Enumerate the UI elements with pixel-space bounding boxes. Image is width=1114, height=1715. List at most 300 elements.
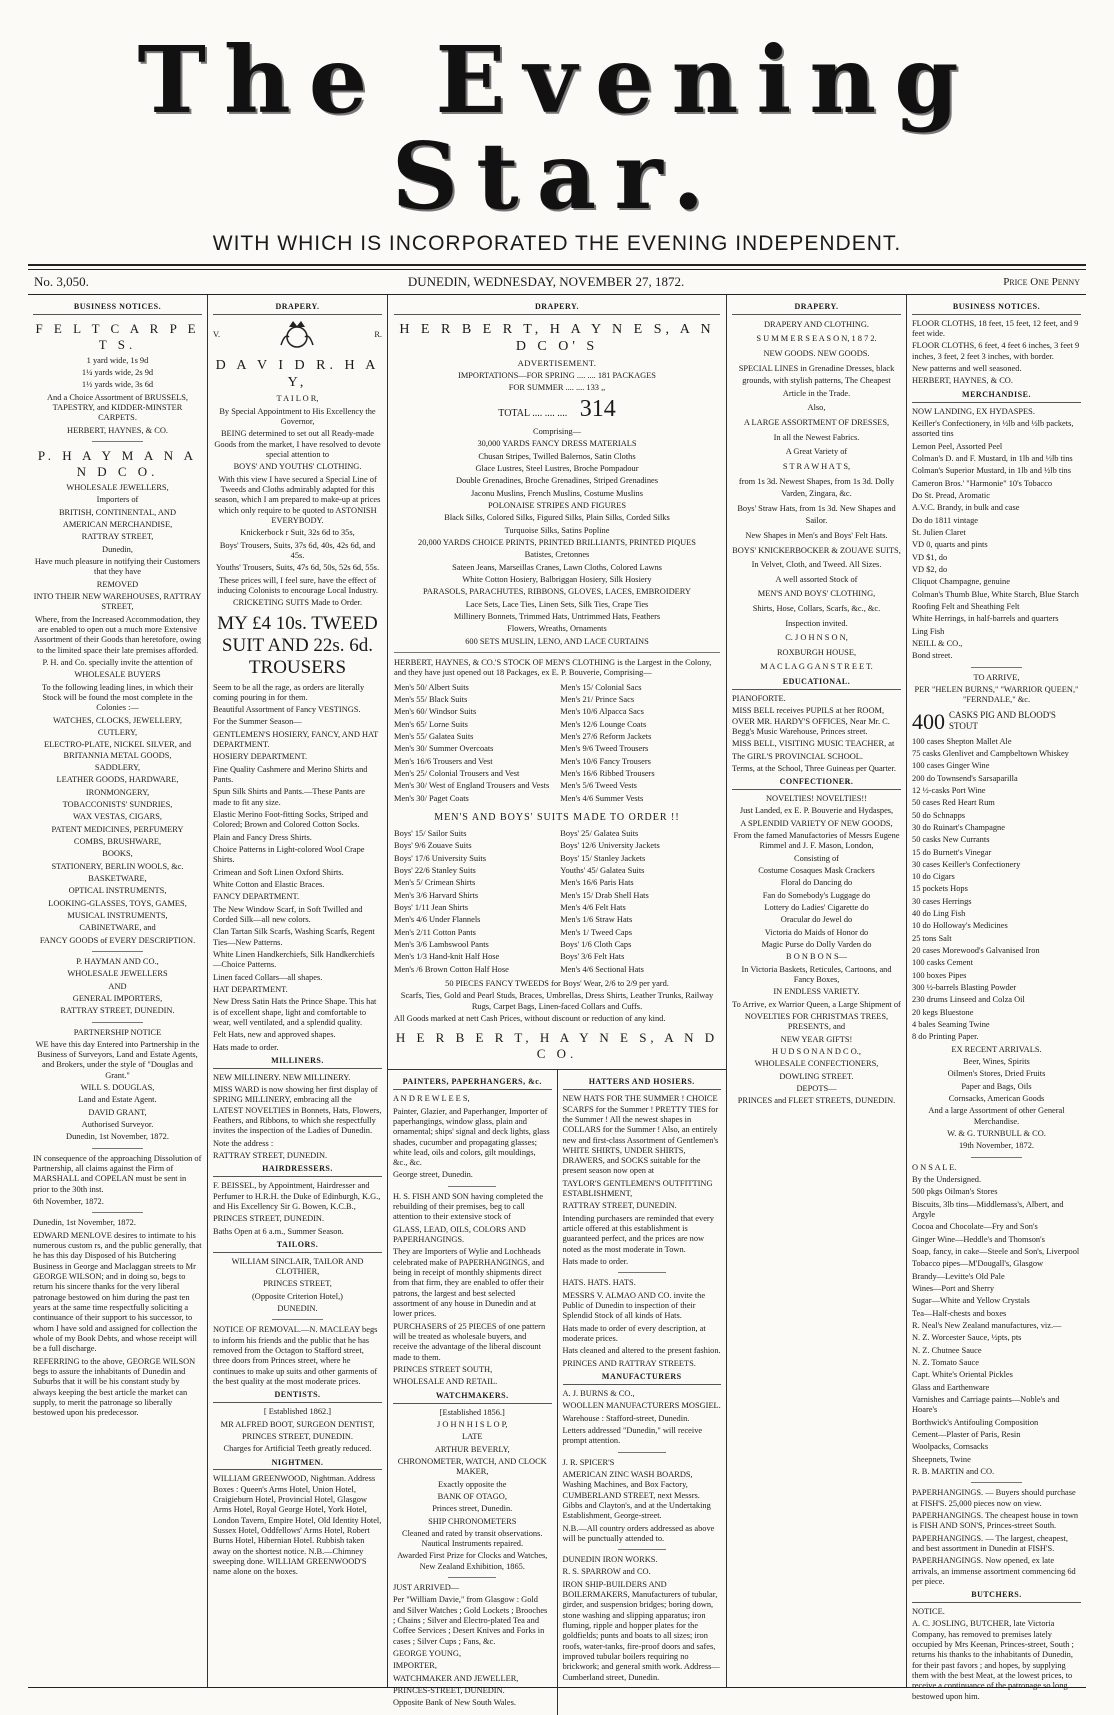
lees-ad [393, 1094, 552, 1181]
divider [92, 951, 143, 952]
text-line: 1½ yards wide, 3s 6d [81, 380, 154, 390]
text-line: [Established 1856.] [439, 1407, 505, 1417]
text-line: Princes street, Dunedin. [432, 1504, 513, 1514]
hayman-list [33, 483, 202, 714]
text-line: ARTHUR BEVERLY, [434, 1444, 510, 1454]
text-line: In Victoria Baskets, Reticules, Cartoons, and Fancy Boxes, [741, 964, 892, 984]
text-line: Boys' 1/6 Cloth Caps [560, 940, 632, 950]
text-line: R. Neal's New Zealand manufactures, viz.— [912, 1320, 1062, 1330]
text-line: Biscuits, 3lb tins—Middlemass's, Albert, and Argyle [912, 1199, 1064, 1220]
text-line: By the Undersigned. [912, 1175, 982, 1185]
text-line: BEING determined to set out all Ready-made Goods from the market, I have resolved to devote special attention to [214, 429, 381, 459]
text-line: POLONAISE STRIPES AND FIGURES [488, 500, 626, 510]
text-line: Men's 12/6 Lounge Coats [560, 719, 647, 729]
nightman-ad: WILLIAM GREENWOOD, Nightman. Address Boxes : Queen's Arms Hotel, Union Hotel, Craigieburn Hotel, Provincial Hotel, Glasgow Arms Hotel, Royal George Hotel, York Hotel, London Tavern, Empire Hotel, Old Identity Hotel, Sussex Hotel, Oddfellows' Arms Hotel, Robert Burns Hotel, Hibernian Hotel. Rubbish taken away on the shortest notice. N.B.—Chimney sweeping done. WILLIAM GREENWOOD'S name alone on the boxes. [213, 1474, 382, 1577]
hayman-title: P. H A Y M A N A N D C O. [37, 448, 198, 480]
text-line: 1¼ yards wide, 2s 9d [81, 368, 154, 378]
text-line: GLASS, LEAD, OILS, COLORS AND PAPERHANGINGS. [393, 1224, 526, 1245]
text-line: NOTICE. [912, 1607, 945, 1617]
text-line: 100 boxes Pipes [912, 970, 967, 980]
divider [971, 1482, 1022, 1483]
text-line: BOYS' AND YOUTHS' CLOTHING. [233, 462, 362, 472]
text-line: LOOKING-GLASSES, TOYS, GAMES, [48, 898, 187, 908]
text-line: Baths Open at 6 a.m., Summer Season. [213, 1226, 344, 1236]
section-header: TAILORS. [213, 1240, 382, 1253]
boys-left [394, 827, 554, 977]
turnbull-ad [912, 1045, 1081, 1152]
text-line: Land and Estate Agent. [78, 1095, 157, 1105]
text-line: Woolpacks, Cornsacks [912, 1442, 989, 1452]
text-line: Men's 4/6 Sectional Hats [560, 964, 644, 974]
text-line: Victoria do Maids of Honor do [764, 927, 869, 937]
text-line: Men's 15/ Colonial Sacs [560, 682, 642, 692]
text-line: Cleaned and rated by transit observations. Nautical Instruments repaired. [402, 1528, 543, 1549]
text-line: Magic Purse do Dolly Varden do [761, 939, 872, 949]
divider [92, 441, 143, 442]
text-line: A N D R E W L E E S, [393, 1094, 470, 1104]
text-line: BANK OF OTAGO, [437, 1491, 507, 1501]
text-line: Boys' 15/ Stanley Jackets [560, 853, 646, 863]
text-line: WHOLESALE JEWELLERS [67, 969, 168, 979]
text-line: SADDLERY, [94, 762, 141, 772]
text-line: Crimean and Soft Linen Oxford Shirts. [213, 867, 344, 877]
text-line: 600 SETS MUSLIN, LENO, AND LACE CURTAINS [465, 636, 649, 646]
text-line: Exactly opposite the [438, 1479, 507, 1489]
text-line: Oracular do Jewel do [780, 915, 853, 925]
text-line: N. Z. Worcester Sauce, ½pts, pts [912, 1333, 1022, 1343]
text-line: Men's 16/6 Paris Hats [560, 878, 634, 888]
text-line: 500 pkgs Oilman's Stores [912, 1187, 998, 1197]
text-line: DOWLING STREET. [779, 1071, 854, 1081]
text-line: Capt. White's Oriental Pickles [912, 1370, 1013, 1380]
text-line: Men's 9/6 Tweed Trousers [560, 744, 649, 754]
section-header: DRAPERY. [394, 302, 720, 315]
text-line: M A C L A G G A N S T R E E T. [760, 662, 873, 672]
total-label: TOTAL .... .... .... [498, 408, 568, 420]
section-header: WATCHMAKERS. [393, 1391, 552, 1404]
text-line: HATS. HATS. HATS. [562, 1278, 636, 1288]
text-line: PARASOLS, PARACHUTES, RIBBONS, GLOVES, LACES, EMBROIDERY [423, 587, 691, 597]
hayman-footer [33, 957, 202, 1017]
text-line: DUNEDIN. [277, 1304, 318, 1314]
text-line: NEILL & CO., [912, 638, 963, 648]
column-herbert-haynes [388, 295, 727, 1708]
text-line: Men's 4/6 Under Flannels [394, 915, 481, 925]
text-line: Varnishes and Carriage paints—Noble's and Hoare's [912, 1394, 1060, 1415]
text-line: 20 cases Morewood's Galvanised Iron [912, 946, 1040, 956]
text-line: 100 casks Cement [912, 958, 973, 968]
text-line: IRON SHIP-BUILDERS AND BOILERMAKERS, Manufacturers of tubular, girder, and suspension bridges; boring down, stone washing and slipping apparatus; iron fluming, ripple and hopper plates for the goldfields; punts and boats to all sizes; iron roofs, water-tanks, fire-proof doors and safes, improved tubular boilers requiring no brickwork; and general smith work. Address—Cumberland street, Dunedin. [562, 1579, 720, 1682]
text-line: Consisting of [794, 853, 839, 863]
text-line: INTO THEIR NEW WAREHOUSES, RATTRAY STREET, [33, 592, 202, 612]
text-line: J O H N H I S L O P, [437, 1419, 508, 1429]
text-line: REFERRING to the above, GEORGE WILSON begs to assure the inhabitants of Dunedin and Suburbs that it will be his constant study by always keeping the best article the market can supply, to merit the patronage so liberally bestowed upon his predecessor. [33, 1356, 196, 1418]
text-line: Men's 30/ West of England Trousers and Vests [394, 781, 550, 791]
dentist-ad [213, 1407, 382, 1454]
text-line: Boys' Straw Hats, from 1s 3d. New Shapes and Sailor. [737, 503, 896, 526]
text-line: To the following leading lines, in which their Stock will be found the most complete in the Colonies :— [41, 682, 194, 713]
text-line: Youths' Trousers, Suits, 47s 6d, 50s, 52s 6d, 55s. [215, 563, 380, 573]
text-line: Boys' 17/6 University Suits [394, 853, 487, 863]
text-line: F. BEISSEL, by Appointment, Hairdresser and Perfumer to H.R.H. the Duke of Edinburgh, K.G., and His Excellency Sir G. Bowen, K.C.B., [213, 1181, 381, 1211]
text-line: Knickerbock r Suit, 32s 6d to 35s, [240, 528, 355, 538]
text-line: Men's 3/6 Harvard Shirts [394, 890, 479, 900]
text-line: Just Landed, ex E. P. Bouverie and Hydaspes, [739, 806, 894, 816]
text-line: With this view I have secured a Special Line of Tweeds and Cloths admirably adapted for this season, which I am prepared to make-up at prices which only require to be quoted to ASTONISH EVERYBODY. [214, 474, 381, 525]
text-line: Men's 16/6 Ribbed Trousers [560, 768, 655, 778]
text-line: Bond street. [912, 651, 953, 661]
masthead-title: The Evening Star. [137, 26, 977, 230]
text-line: Men's 5/ Crimean Shirts [394, 878, 476, 888]
text-line: MISS WARD is now showing her first display of SPRING MILLINERY, embracing all the LATEST NOVELTIES in Bonnets, Hats, Flowers, Feathers, and Ribbons, to which she respectfully invites the inspection of the Ladies of Dunedin. [213, 1085, 382, 1136]
text-line: FLOOR CLOTHS, 6 feet, 4 feet 6 inches, 3 feet 9 inches, 3 feet, 2 feet 3 inches, with border. [912, 341, 1080, 361]
text-line: Authorised Surveyor. [81, 1120, 154, 1130]
section-header: PAINTERS, PAPERHANGERS, &c. [393, 1077, 552, 1090]
text-line: Terms, at the School, Three Guineas per Quarter. [732, 763, 896, 773]
text-line: Sugar—White and Yellow Crystals [912, 1296, 1030, 1306]
iron-works-ad [563, 1555, 722, 1683]
text-line: White Cotton and Elastic Braces. [213, 880, 325, 890]
stock-note: HERBERT, HAYNES, & CO.'S STOCK OF MEN'S CLOTHING is the Largest in the Colony, and they have just opened out 18 Packages, ex E. P. Bouverie, Comprising— [394, 657, 712, 678]
text-line: 50 cases Red Heart Rum [912, 798, 995, 808]
text-line: WATCHMAKER AND JEWELLER, [393, 1673, 519, 1683]
text-line: VD $2, do [912, 564, 948, 574]
text-line: NOVELTIES FOR CHRISTMAS TREES, PRESENTS, and [744, 1011, 889, 1032]
text-line: Fan do Somebody's Luggage do [762, 890, 871, 900]
text-line: 20 kegs Bluestone [912, 1007, 974, 1017]
text-line: TAYLOR'S GENTLEMEN'S OUTFITTING ESTABLISHMENT, [562, 1178, 713, 1199]
text-line: NEW YEAR GIFTS! [780, 1034, 853, 1044]
text-line: IMPORTATIONS—FOR SPRING .... .... 181 PACKAGES [458, 370, 656, 380]
text-line: BASKETWARE, [88, 873, 147, 883]
text-line: Hats made to order. [213, 1042, 279, 1052]
divider [448, 1577, 496, 1578]
text-line: NOVELTIES! NOVELTIES!! [765, 794, 868, 804]
text-line: Cocoa and Chocolate—Fry and Son's [912, 1222, 1038, 1232]
text-line: PAPERHANGINGS. — Buyers should purchase at FISH'S. 25,000 pieces now on view. [912, 1488, 1076, 1508]
text-line: MEN'S AND BOYS' CLOTHING, [757, 589, 876, 599]
text-line: 25 tons Salt [912, 933, 952, 943]
removal-notice: NOTICE OF REMOVAL.—N. MACLEAY begs to inform his friends and the public that he has removed from the Octagon to Stafford street, three doors from Princes street, where he continues to make up suits and other garments of the best quality at the most moderate prices. [213, 1325, 378, 1387]
text-line: And a large Assortment of other General Merchandise. [928, 1106, 1065, 1126]
text-line: PRINCES and FLEET STREETS, DUNEDIN. [737, 1096, 896, 1106]
text-line: Black Silks, Colored Silks, Figured Silks, Plain Silks, Corded Silks [444, 513, 670, 523]
text-line: WHOLESALE JEWELLERS, [66, 483, 169, 493]
dateline [28, 270, 1086, 294]
young-ad [393, 1583, 552, 1709]
text-line: PAPERHANGINGS. — The largest, cheapest, and best assortment in Dunedin at FISH'S. [912, 1533, 1068, 1553]
crest-letter-left: V. [213, 329, 221, 339]
text-line: NEW GOODS. NEW GOODS. [763, 349, 870, 359]
text-line: IRONMONGERY, [85, 787, 150, 797]
divider [92, 1148, 143, 1149]
text-line: N. Z. Chutnee Sauce [912, 1345, 982, 1355]
text-line: Men's 1/6 Straw Hats [560, 915, 633, 925]
section-header: HATTERS AND HOSIERS. [563, 1077, 722, 1090]
taylor-ad [563, 1094, 722, 1267]
masthead [28, 26, 1086, 256]
text-line: WOOLLEN MANUFACTURERS MOSGIEL. [562, 1401, 721, 1411]
text-line: MESSRS V. ALMAO AND CO. invite the Public of Dunedin to inspection of their Splendid Stock of all kinds of Hats. [562, 1290, 706, 1321]
text-line: Men's 30/ Summer Overcoats [394, 744, 494, 754]
text-line: WATCHES, CLOCKS, JEWELLERY, [53, 715, 182, 725]
text-line: Floral do Dancing do [780, 878, 853, 888]
text-line: S U M M E R S E A S O N, 1 8 7 2. [756, 334, 877, 344]
hay-price: MY £4 10s. TWEED SUIT AND 22s. 6d. TROUSERS [217, 612, 378, 678]
text-line: Brandy—Levitte's Old Pale [912, 1271, 1005, 1281]
text-line: WILL S. DOUGLAS, [80, 1083, 155, 1093]
text-line: 20,000 YARDS CHOICE PRINTS, PRINTED BRILLIANTS, PRINTED PIQUES [418, 537, 696, 547]
text-line: The GIRL'S PROVINCIAL SCHOOL. [732, 751, 864, 761]
confectioner-ad [732, 794, 901, 1107]
text-line: Also, [807, 403, 826, 413]
text-line: Cliquot Champagne, genuine [912, 577, 1010, 587]
text-line: In Velvet, Cloth, and Tweed. All Sizes. [751, 560, 882, 570]
text-line: White Herrings, in half-barrels and quarters [912, 614, 1059, 624]
text-line: [ Established 1862.] [263, 1407, 332, 1417]
text-line: In all the Newest Fabrics. [773, 432, 860, 442]
text-line: WE have this day Entered into Partnership in the Business of Surveyors, Land and Estate Agents, and Brokers, under the style of "Douglas and Grant." [35, 1039, 200, 1080]
text-line: Awarded First Prize for Clocks and Watches, New Zealand Exhibition, 1865. [397, 1551, 548, 1571]
felt-list [33, 356, 202, 424]
text-line: 10 do Holloway's Medicines [912, 921, 1008, 931]
text-line: Boys' 12/6 University Jackets [560, 841, 660, 851]
text-line: PATENT MEDICINES, PERFUMERY [51, 824, 184, 834]
text-line: SHIP CHRONOMETERS [428, 1516, 517, 1526]
text-line: 8 do Printing Paper. [912, 1032, 979, 1042]
cash-note: All Goods marked at nett Cash Prices, without discount or reduction of any kind. [394, 1014, 666, 1024]
text-line: Jaconu Muslins, French Muslins, Costume Muslins [471, 488, 643, 498]
sub-columns [388, 1070, 726, 1714]
column-business-notices [28, 295, 208, 1687]
text-line: Boys' 15/ Sailor Suits [394, 829, 467, 839]
hairdresser-ad [213, 1181, 382, 1237]
text-line: Batistes, Cretonnes [524, 550, 590, 560]
text-line: Turquoise Silks, Satins Popline [504, 525, 610, 535]
text-line: CUTLERY, [97, 727, 138, 737]
partnership-notice [33, 1028, 202, 1143]
text-line: Where, from the Increased Accommodation, they are enabled to open out a much more Extensive Assortment of their Goods than heretofore, owing to the limited space their late premises afforded. [33, 614, 202, 655]
section-header: MERCHANDISE. [912, 390, 1081, 403]
text-line: Tea—Half-chests and boxes [912, 1308, 1007, 1318]
text-line: MISS BELL receives PUPILS at her ROOM, OVER MR. HARDY'S OFFICES, Near Mr. C. Begg's Music Warehouse, Princes street. [732, 706, 890, 736]
masthead-subtitle: WITH WHICH IS INCORPORATED THE EVENING INDEPENDENT. [212, 232, 902, 255]
casks-first: CASKS PIG AND BLOOD'S STOUT [949, 709, 1056, 732]
text-line: For the Summer Season— [213, 717, 302, 727]
text-line: GENERAL IMPORTERS, [72, 993, 163, 1003]
divider [618, 1452, 666, 1453]
text-line: A well assorted Stock of [775, 574, 858, 584]
text-line: A Great Variety of [785, 447, 848, 457]
section-header: BUTCHERS. [912, 1590, 1081, 1603]
to-arrive [912, 673, 1081, 706]
text-line: HOSIERY DEPARTMENT. [213, 752, 308, 762]
text-line: Letters addressed "Dunedin," will receive prompt attention. [562, 1425, 703, 1446]
text-line: 6th November, 1872. [33, 1197, 104, 1207]
text-line: Hats made to order. [562, 1257, 629, 1267]
text-line: HERBERT, HAYNES, & CO. [912, 376, 1013, 386]
text-line: Soap, fancy, in cake—Steele and Son's, Liverpool [912, 1247, 1080, 1256]
mens-right [560, 681, 720, 806]
total-row [394, 395, 720, 425]
text-line: They are Importers of Wylie and Lochheads celebrated make of PAPERHANGINGS, and being in receipt of monthly shipments direct from that firm, they are enabled to offer their patrons, the largest and best selected assortment of any house in Dunedin and at lower prices. [393, 1247, 545, 1319]
text-line: HAT DEPARTMENT. [213, 985, 288, 995]
text-line: BRITISH, CONTINENTAL, AND [58, 507, 177, 517]
crest-row [213, 319, 382, 351]
casks-list [912, 737, 1081, 1043]
divider [28, 264, 1086, 266]
text-line: Flowers, Wreaths, Ornaments [507, 624, 607, 634]
text-line: NEW MILLINERY. NEW MILLINERY. [213, 1072, 351, 1082]
text-line: Youths' 45/ Galatea Suits [560, 866, 645, 876]
text-line: MUSICAL INSTRUMENTS, [67, 910, 168, 920]
text-line: 10 do Cigars [912, 872, 955, 882]
text-line: AND [108, 981, 127, 991]
text-line: NEW HATS FOR THE SUMMER ! CHOICE SCARFS for the Summer ! PRETTY TIES for the Summer ! All the newest shapes in COLLARS for the Summer ! Also, an entirely new and first-class Assortment of Gentlemen's WHITE SHIRTS, UNDER SHIRTS, DRAWERS, and SOCKS suitable for the present season now open at [562, 1094, 719, 1176]
column-drapery-confectioner [727, 295, 907, 1687]
text-line: St. Julien Claret [912, 527, 966, 537]
text-line: R. B. MARTIN and CO. [912, 1466, 995, 1476]
felt-sign: HERBERT, HAYNES, & CO. [67, 425, 168, 435]
text-line: AMERICAN ZINC WASH BOARDS, Washing Machines, and Box Factory, CUMBERLAND STREET, next Messrs. Gibbs and Clayton's, and at the Undertaking Establishment, George-street. [562, 1469, 711, 1521]
hh-signature: H E R B E R T, H A Y N E S, A N D C O. [395, 1030, 719, 1062]
text-line: CABINETWARE, and [79, 923, 156, 933]
text-line: Painter, Glazier, and Paperhanger, Importer of paperhangings, window glass, plain and ornamental; ships' signal and deck lights, glass shades, cucumber and propagating glasses; white lead, oils and colors, gilt mouldings, &c., &c. [393, 1106, 550, 1168]
section-header: HAIRDRESSERS. [213, 1164, 382, 1177]
text-line: COMBS, BRUSHWARE, [73, 836, 162, 846]
section-header: BUSINESS NOTICES. [33, 302, 202, 315]
text-line: EDWARD MENLOVE desires to intimate to his numerous custom rs, and the public generally, that he has this day Disposed of his Butchering Business in George and Maclaggan streets to Mr GEORGE WILSON; and in doing so, begs to return his sincere thanks for the very liberal patronage bestowed on him during the past ten years at the same time respectfully soliciting a continuance of their support to his successor, to whom I have sold and assigned for collection the whole of my Book Debts, and whose receipt will be a full discharge. [33, 1230, 202, 1354]
text-line: Charges for Artificial Teeth greatly reduced. [223, 1444, 372, 1454]
text-line: Hats cleaned and altered to the present fashion. [562, 1346, 721, 1356]
text-line: Sateen Jeans, Marseillas Cranes, Lawn Cloths, Colored Lawns [452, 562, 662, 572]
text-line: Importers of [96, 495, 139, 505]
section-header: NIGHTMEN. [213, 1458, 382, 1471]
text-line: Dunedin, 1st November, 1872. [66, 1132, 169, 1142]
text-line: Fine Quality Cashmere and Merino Shirts and Pants. [213, 764, 368, 785]
text-line: 30 cases Keiller's Confectionery [912, 859, 1021, 869]
text-line: Keiller's Confectionery, in ½lb and ½lb packets, assorted tins [912, 418, 1074, 439]
text-line: WHOLESALE CONFECTIONERS, [754, 1059, 879, 1069]
text-line: Men's 4/6 Felt Hats [560, 903, 626, 913]
text-line: CRICKETING SUITS Made to Order. [232, 598, 363, 608]
josling-ad [912, 1607, 1081, 1702]
materials-list [394, 427, 720, 647]
text-line: Shirts, Hose, Collars, Scarfs, &c., &c. [752, 604, 881, 614]
text-line: Boys' 1/11 Jean Shirts [394, 903, 469, 913]
text-line: 40 do Ling Fish [912, 909, 966, 919]
text-line: PRINCES STREET, DUNEDIN. [241, 1431, 354, 1441]
floor-cloths-ad [912, 319, 1081, 387]
text-line: IN consequence of the approaching Dissolution of Partnership, all claims against the Firm of MARSHALL and COPELAN must be sent in prior to the 30th inst. [33, 1153, 202, 1194]
text-line: Intending purchasers are reminded that every article offered at this establishment is guaranteed perfect, and the prices are now noted as the most moderate in Town. [562, 1213, 714, 1254]
mens-left [394, 681, 554, 806]
text-line: Dunedin, 1st November, 1872. [33, 1218, 136, 1228]
neill-ad [912, 407, 1081, 662]
paperhangings-ads [912, 1488, 1081, 1587]
text-line: Men's 4/6 Summer Vests [560, 793, 644, 803]
text-line: ELECTRO-PLATE, NICKEL SILVER, and BRITANNIA METAL GOODS, [43, 740, 192, 760]
divider [971, 1157, 1022, 1158]
text-line: BOYS' KNICKERBOCKER & ZOUAVE SUITS, [732, 545, 901, 555]
text-line: N.B.—All country orders addressed as above will be punctually attended to. [562, 1523, 715, 1543]
section-header: DENTISTS. [213, 1390, 382, 1403]
text-line: VD $1, do [912, 552, 948, 562]
boys-clothing-table [394, 827, 720, 977]
text-line: PAPERHANGINGS. Now opened, ex late arrivals, an immense assortment commencing 6d per piece. [912, 1556, 1076, 1586]
section-header: EDUCATIONAL. [732, 677, 901, 690]
text-line: Men's 30/ Paget Coats [394, 793, 469, 803]
text-line: WILLIAM SINCLAIR, TAILOR AND CLOTHIER, [231, 1256, 364, 1277]
hay-details [213, 683, 382, 1054]
text-line: Linen faced Collars—all shapes. [213, 972, 323, 982]
text-line: To Arrive, ex Warrior Queen, a Large Shipment of [732, 999, 901, 1009]
text-line: GENTLEMEN'S HOSIERY, FANCY, AND HAT DEPARTMENT. [213, 729, 379, 750]
text-line: J. R. SPICER'S [562, 1457, 615, 1467]
text-line: Ginger Wine—Heddle's and Thomson's [912, 1234, 1045, 1244]
columns [28, 294, 1086, 1708]
text-line: Colman's Thumb Blue, White Starch, Blue Starch [912, 589, 1079, 599]
menlove-notice [33, 1218, 202, 1418]
text-line: 200 do Townsend's Sarsaparilla [912, 773, 1018, 783]
text-line: RATTRAY STREET, [81, 532, 154, 542]
text-line: Ling Fish [912, 626, 945, 636]
text-line: Lace Sets, Lace Ties, Linen Sets, Silk Ties, Crape Ties [465, 599, 649, 609]
text-line: 1 yard wide, 1s 9d [86, 355, 149, 365]
text-line: Plain and Fancy Dress Shirts. [213, 832, 312, 842]
text-line: H U D S O N A N D C O., [772, 1046, 861, 1056]
column-merchandise [907, 295, 1086, 1701]
text-line: SPECIAL LINES in Grenadine Dresses, black grounds, with stylish patterns, The Cheapest Article in the Trade. [738, 363, 895, 398]
hay-intro [213, 394, 382, 608]
royal-crest-icon [277, 319, 317, 351]
text-line: 4 bales Seaming Twine [912, 1020, 990, 1030]
text-line: Men's 65/ Lorne Suits [394, 719, 468, 729]
martin-sale-ad [912, 1163, 1081, 1478]
text-line: FLOOR CLOTHS, 18 feet, 15 feet, 12 feet, and 9 feet wide. [912, 318, 1079, 339]
text-line: Colman's Superior Mustard, in 1lb and ½lb tins [912, 466, 1071, 476]
section-header: MILLINERS. [213, 1056, 382, 1069]
text-line: DRAPERY AND CLOTHING. [763, 319, 870, 329]
text-line: FANCY DEPARTMENT. [213, 892, 300, 902]
text-line: Men's 2/11 Cotton Pants [394, 927, 476, 937]
column-painters-watchmakers [388, 1070, 558, 1714]
felt-carpets-title: F E L T C A R P E T S. [35, 320, 200, 352]
dissolution-notice [33, 1154, 202, 1208]
text-line: CHRONOMETER, WATCH, AND CLOCK MAKER, [397, 1456, 547, 1477]
text-line: FANCY GOODS of EVERY DESCRIPTION. [39, 935, 196, 945]
text-line: Men's 25/ Colonial Trousers and Vest [394, 768, 520, 778]
johnson-ad [732, 319, 901, 674]
divider [971, 667, 1022, 668]
text-line: EX RECENT ARRIVALS. [951, 1044, 1042, 1054]
text-line: Spun Silk Shirts and Pants.—These Pants are made to fit any size. [213, 787, 365, 807]
text-line: IN ENDLESS VARIETY. [773, 987, 860, 997]
column-hatters-manufacturers [558, 1070, 727, 1714]
text-line: Men's 16/6 Trousers and Vest [394, 756, 493, 766]
text-line: Glass and Earthenware [912, 1382, 990, 1392]
section-header: BUSINESS NOTICES. [912, 302, 1081, 315]
text-line: Men's 55/ Black Suits [394, 694, 468, 704]
text-line: Paper and Bags, Oils [961, 1081, 1032, 1091]
text-line: 15 pockets Hops [912, 884, 968, 894]
text-line: RATTRAY STREET, DUNEDIN. [60, 1006, 175, 1016]
text-line: PRINCES STREET SOUTH, [393, 1365, 493, 1375]
mens-clothing-table [394, 681, 720, 806]
text-line: VD 0, quarts and pints [912, 540, 988, 550]
text-line: Elastic Merino Foot-fitting Socks, Striped and Colored; Brown and Colored Cotton Socks. [213, 810, 368, 830]
casks-number: 400 [912, 708, 945, 734]
